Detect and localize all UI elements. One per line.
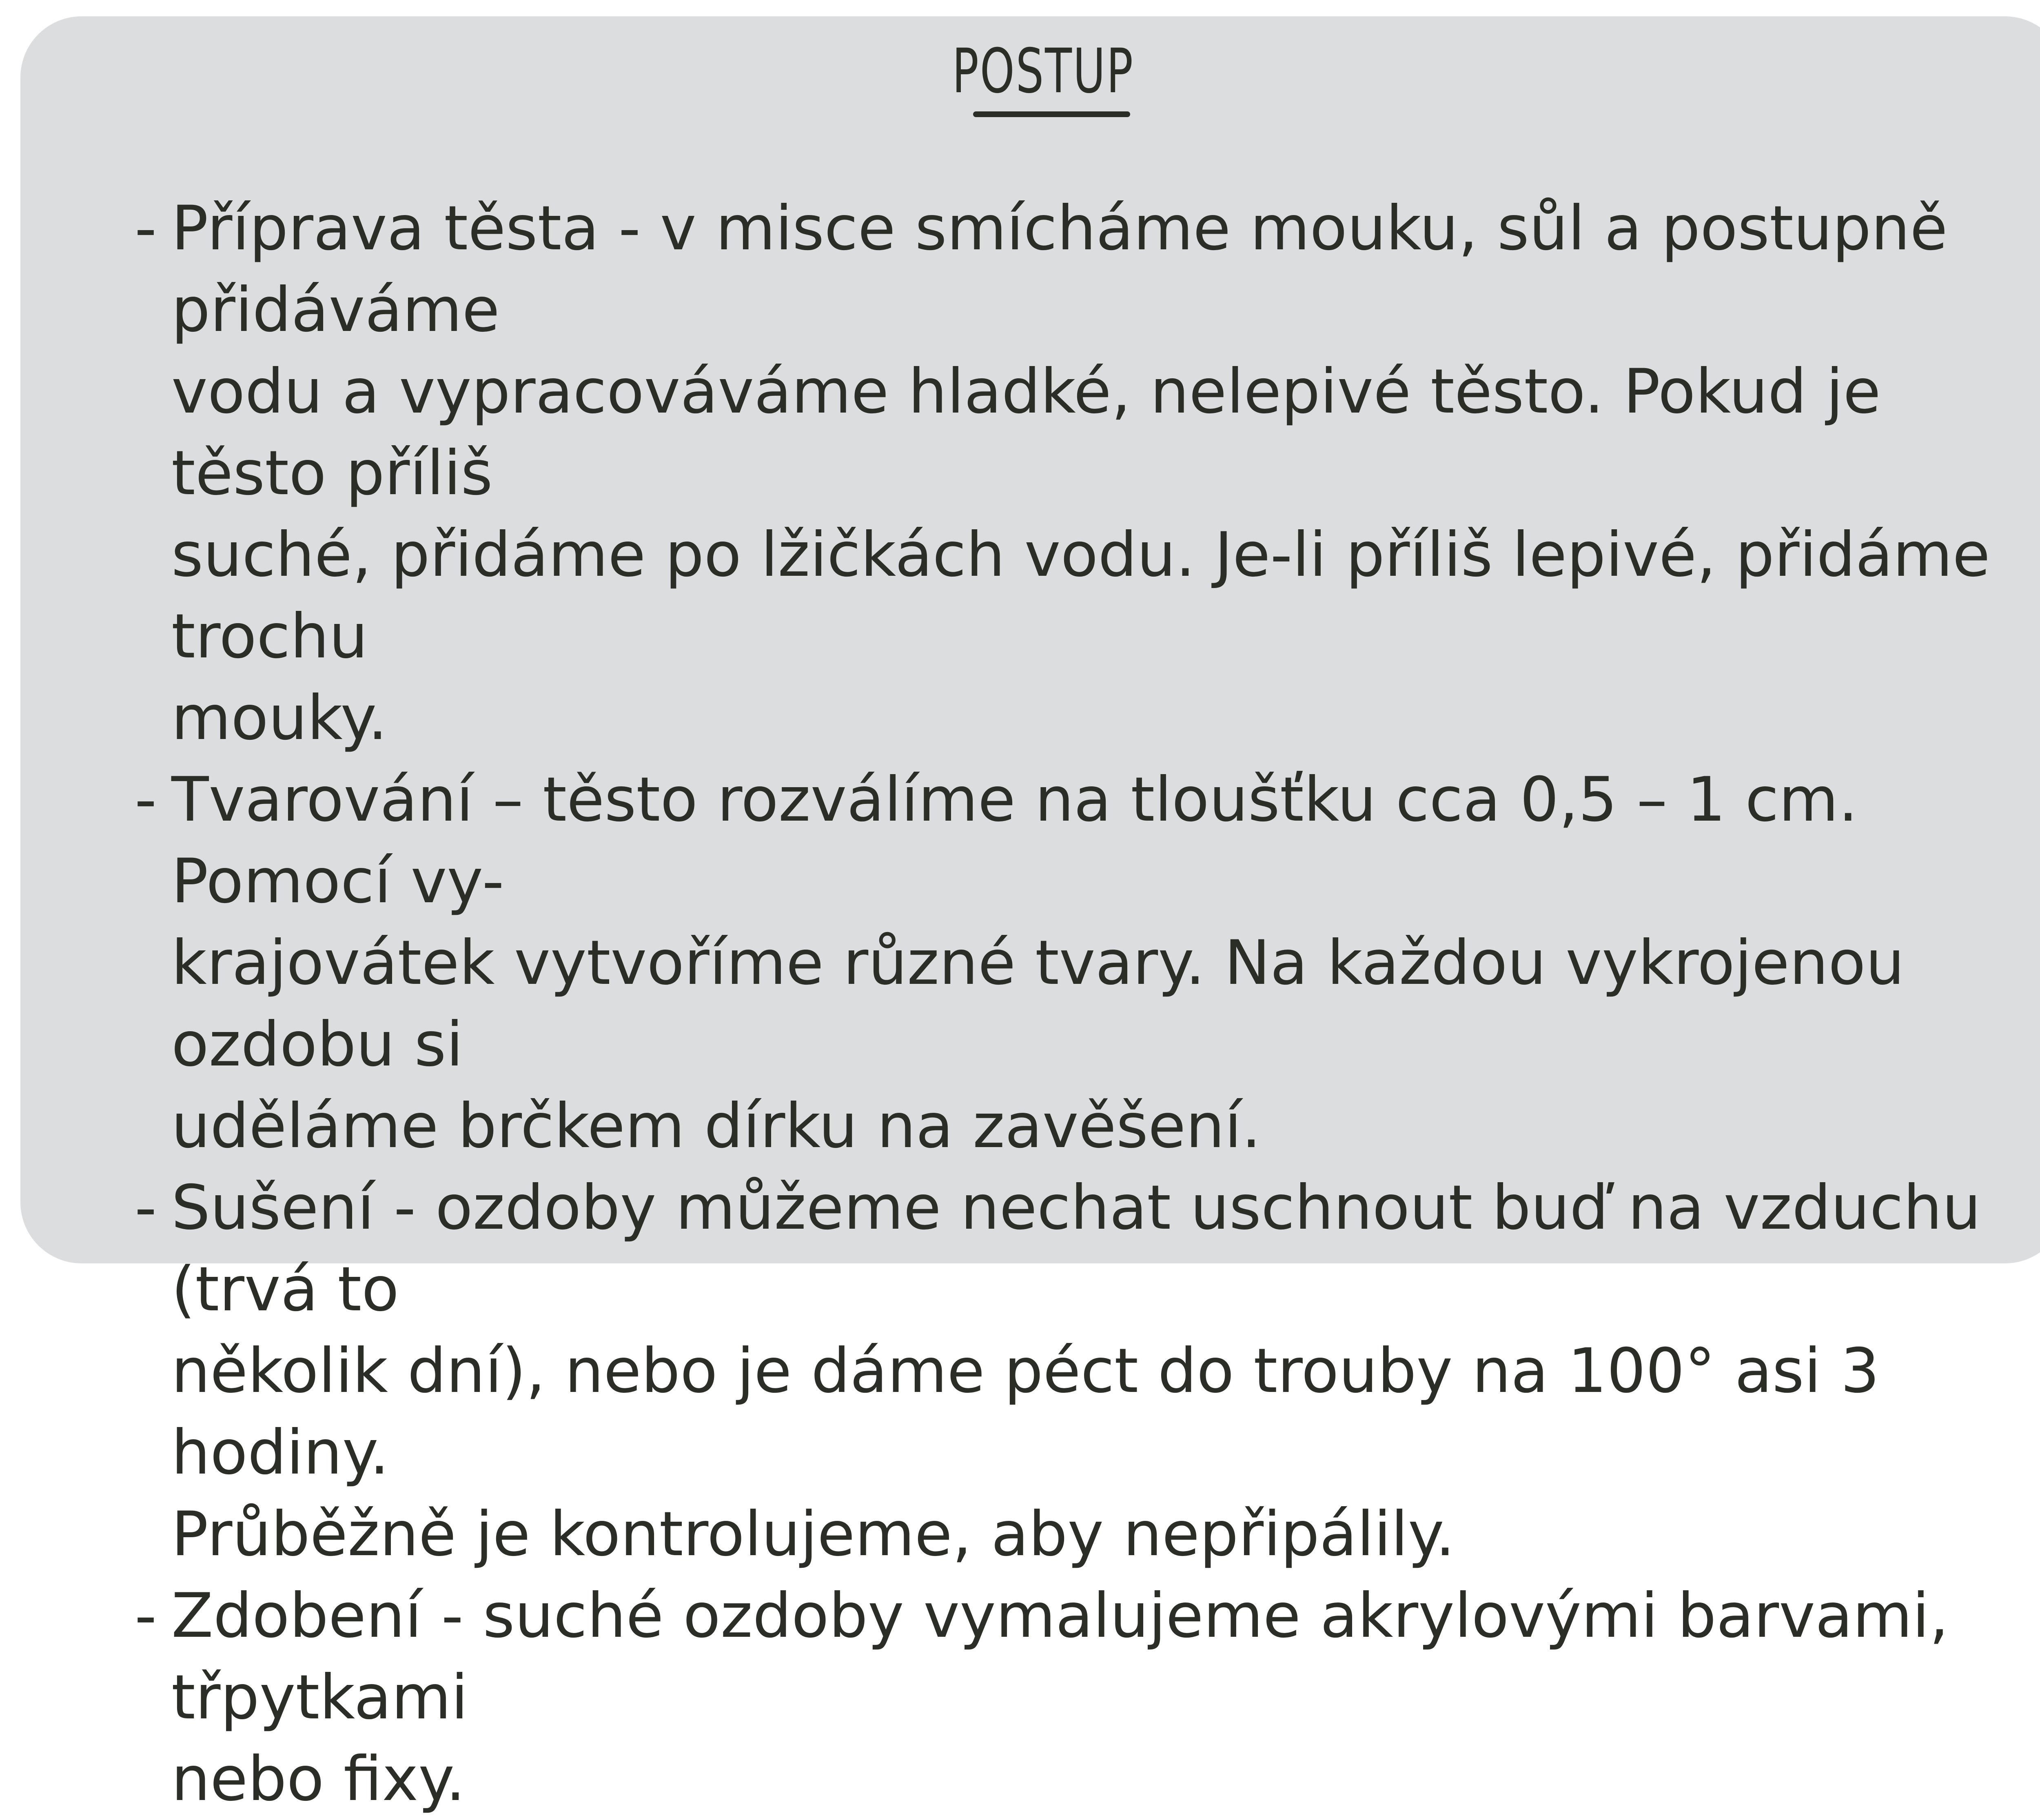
step-dash: - (135, 764, 157, 835)
step-text: Tvarování – těsto rozválíme na tloušťku cca 0,5 – 1 cm. Pomocí vy- krajovátek vytvoříme různé tvary. Na každou vykrojenou ozdobu si uděláme brčkem dírku na zavěšení. (171, 764, 1905, 1162)
step-decorating (135, 1575, 2040, 1820)
step-dash: - (135, 193, 157, 264)
title-underline (973, 111, 1130, 117)
steps-list (135, 188, 2040, 1820)
title-wrap (20, 36, 2040, 107)
step-shaping (135, 759, 2040, 1167)
recipe-card (20, 16, 2040, 1815)
step-dash: - (135, 1580, 157, 1651)
step-drying (135, 1167, 2040, 1575)
step-dash: - (135, 1172, 157, 1243)
section-title: POSTUP (952, 36, 1135, 107)
step-text: Příprava těsta - v misce smícháme mouku, sůl a postupně přidáváme vodu a vypracováváme hladké, nelepivé těsto. Pokud je těsto příliš suché, přidáme po lžičkách vodu. Je-li příliš lepivé, přidáme trochu mouky. (171, 193, 1990, 754)
step-text: Zdobení - suché ozdoby vymalujeme akrylovými barvami, třpytkami nebo fixy. (171, 1580, 1949, 1815)
step-preparation (135, 188, 2040, 759)
step-text: Sušení - ozdoby můžeme nechat uschnout buď na vzduchu (trvá to několik dní), nebo je dáme péct do trouby na 100° asi 3 hodiny. Průběžně je kontrolujeme, aby nepřipálily. (171, 1172, 1981, 1570)
